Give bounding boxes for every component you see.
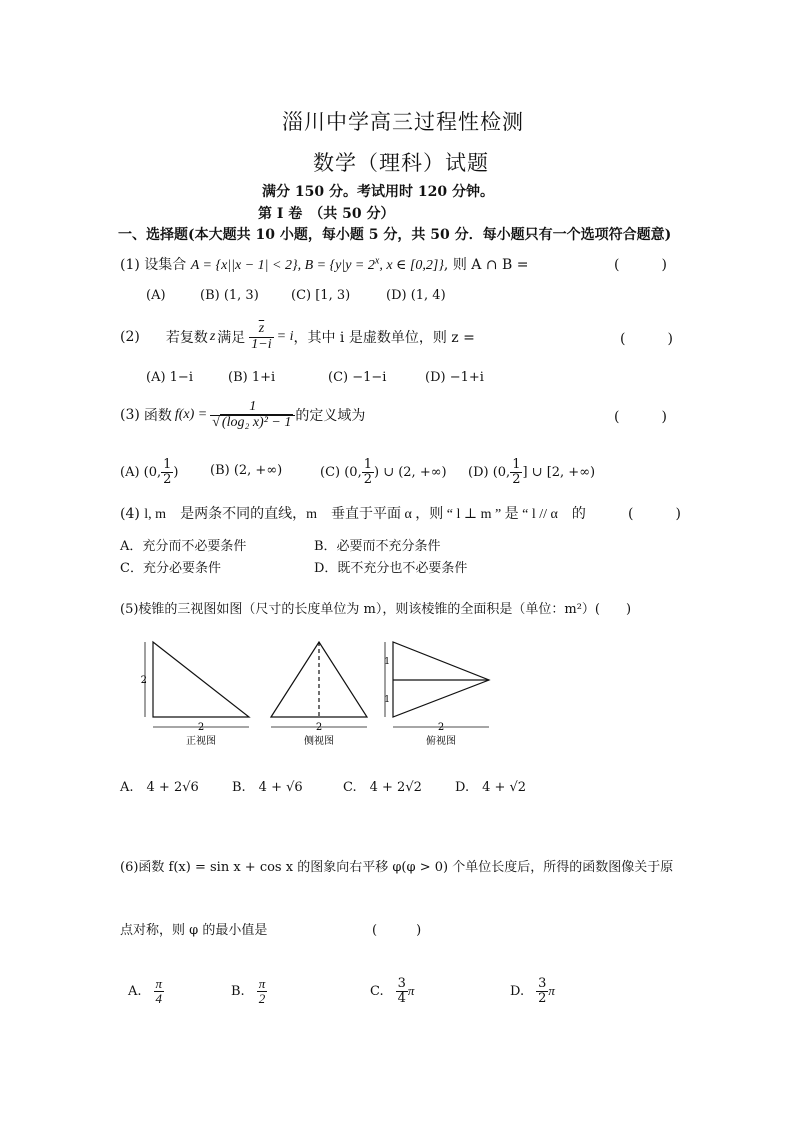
- q3-option-a-half-num: 1: [163, 456, 172, 472]
- q6-option-d: [510, 972, 555, 1010]
- q5-option-c: C. 4 + 2√2: [343, 780, 422, 795]
- q1-option-b: (B) (1, 3): [200, 288, 259, 303]
- front-view-label: 正视图: [186, 736, 216, 747]
- q3-option-d-half: [510, 458, 522, 486]
- question-3: [120, 394, 365, 436]
- q6-option-a-label: A.: [128, 983, 142, 999]
- q3-option-c-half-num: 1: [363, 456, 372, 472]
- top-dim-lower: 1: [384, 695, 390, 705]
- q3-option-d: [468, 454, 595, 490]
- q3-option-c-half: [362, 458, 374, 486]
- question-6-cont: 点对称，则 φ 的最小值是: [120, 923, 268, 938]
- q3-fx: f(x) =: [174, 407, 208, 422]
- q1-option-c: (C) [1, 3): [291, 288, 351, 303]
- three-view-figure: [135, 632, 505, 748]
- q2-mid: 满足: [217, 330, 246, 346]
- q3-number: (3): [120, 407, 140, 423]
- q6-option-c: [370, 972, 414, 1010]
- q1-option-a: (A): [146, 288, 166, 303]
- question-5: (5)棱锥的三视图如图（尺寸的长度单位为 m），则该棱锥的全面积是（单位：m²）( ): [120, 602, 632, 617]
- front-dim-height: 2: [140, 675, 147, 686]
- q3-option-d-tail: ] ∪ [2, +∞): [522, 464, 596, 480]
- q3-option-c-label: (C) (0,: [320, 464, 362, 480]
- q3-fraction-numerator: 1: [210, 400, 295, 416]
- q4-option-a: A．充分而不必要条件: [120, 539, 247, 554]
- q4-option-d: D．既不充分也不必要条件: [314, 561, 468, 576]
- q6-option-b-num: π: [258, 975, 266, 991]
- q6-answer-bracket: ( ): [372, 923, 422, 938]
- q2-option-a: (A) 1−i: [146, 370, 193, 385]
- q5-option-d: D. 4 + √2: [455, 780, 527, 795]
- school-title: 淄川中学高三过程性检测: [282, 110, 524, 134]
- q3-option-c-half-den: 2: [363, 471, 372, 487]
- q2-answer-bracket: ( ): [620, 331, 673, 347]
- q2-option-c: (C) −1−i: [328, 370, 387, 385]
- q5-option-b: B. 4 + √6: [232, 780, 303, 795]
- q3-tail: 的定义域为: [295, 408, 366, 424]
- q3-fraction-denominator: √ (log₂ x)² − 1: [212, 414, 292, 430]
- q6-option-b: [231, 972, 267, 1010]
- volume-title: 第 I 卷 （共 50 分）: [258, 206, 395, 222]
- q3-option-a: [120, 454, 179, 490]
- q3-option-a-half-den: 2: [163, 471, 172, 487]
- q1-lead: 设集合: [144, 257, 187, 273]
- q6-option-d-num: 3: [538, 975, 547, 991]
- q6-option-d-frac: [536, 977, 548, 1005]
- q3-option-a-close: ): [173, 464, 179, 480]
- q4-answer-bracket: ( ): [628, 506, 681, 522]
- q2-option-d: (D) −1+i: [425, 370, 484, 385]
- q2-z: z: [209, 329, 216, 344]
- q1-exponent: x: [374, 255, 380, 267]
- q2-number: (2): [120, 329, 140, 345]
- q3-option-b: (B) (2, +∞): [210, 463, 283, 478]
- q6-option-a-frac: [154, 977, 165, 1005]
- q2-option-b: (B) 1+i: [228, 370, 276, 385]
- q2-equals: = i: [276, 329, 294, 344]
- q3-option-c-tail: ) ∪ (2, +∞): [373, 464, 447, 480]
- q2-lead: 若复数: [165, 330, 208, 346]
- q3-lead: 函数: [143, 408, 172, 424]
- q2-fraction-numerator: $\overline{z}$: [249, 322, 273, 338]
- q1-option-d: (D) (1, 4): [386, 288, 446, 303]
- q6-option-d-label: D.: [510, 983, 525, 999]
- q1-set-b: , B = {y|y = 2: [297, 258, 375, 273]
- front-view-triangle: [153, 642, 249, 717]
- q3-fraction: [210, 400, 295, 430]
- q6-option-a-den: 4: [155, 990, 163, 1006]
- front-dim-width: 2: [197, 722, 205, 733]
- q1-answer-bracket: ( ): [614, 257, 667, 273]
- q4-text: l, m 是两条不同的直线，m 垂直于平面 α ，则 “ l ⊥ m ” 是 “ l // α 的: [144, 507, 586, 522]
- q2-fraction: [249, 322, 273, 352]
- question-6: (6)函数 f(x) = sin x + cos x 的图象向右平移 φ(φ > 0) 个单位长度后，所得的函数图像关于原: [120, 860, 674, 875]
- q3-radicand: (log₂ x)² − 1: [221, 414, 292, 430]
- top-dim-upper: 1: [384, 657, 390, 667]
- q6-option-b-den: 2: [258, 990, 266, 1006]
- q6-option-a: [128, 972, 164, 1010]
- q6-option-d-pi: π: [548, 983, 555, 998]
- q6-option-c-pi: π: [407, 983, 415, 998]
- q4-number: (4): [120, 506, 140, 522]
- top-view-label: 俯视图: [426, 736, 456, 747]
- q6-option-c-frac: [396, 977, 408, 1005]
- q3-option-a-label: (A) (0,: [120, 464, 162, 480]
- q6-option-c-den: 4: [397, 990, 406, 1006]
- q3-option-d-half-num: 1: [512, 456, 521, 472]
- section-heading: 一、选择题(本大题共 10 小题，每小题 5 分，共 50 分．每小题只有一个选项符合题意): [118, 227, 672, 243]
- side-view-label: 侧视图: [304, 736, 334, 747]
- q1-set-a: A = {x||x − 1| < 2}: [190, 258, 298, 273]
- q1-number: (1): [120, 257, 140, 273]
- q5-option-a: A. 4 + 2√6: [120, 780, 199, 795]
- q3-option-d-label: (D) (0,: [468, 464, 511, 480]
- q2-fraction-denominator: 1−i: [251, 336, 272, 352]
- q3-option-a-half: [161, 458, 173, 486]
- question-4: [120, 503, 586, 523]
- exam-title: 数学（理科）试题: [313, 151, 489, 175]
- q4-option-b: B．必要而不充分条件: [314, 539, 441, 554]
- q2-tail: ，其中 i 是虚数单位，则 z =: [293, 330, 475, 346]
- side-dim-width: 2: [315, 722, 323, 733]
- q6-option-a-num: π: [155, 975, 163, 991]
- top-dim-width: 2: [437, 722, 445, 733]
- q6-option-c-num: 3: [397, 975, 406, 991]
- q3-answer-bracket: ( ): [614, 409, 667, 425]
- q1-tail: , 则 A ∩ B =: [443, 257, 529, 273]
- q6-option-b-frac: [257, 977, 268, 1005]
- question-1: [120, 254, 528, 274]
- q4-option-c: C．充分必要条件: [120, 561, 221, 576]
- q6-option-b-label: B.: [231, 983, 245, 999]
- q6-option-c-label: C.: [370, 983, 384, 999]
- q6-option-d-den: 2: [538, 990, 547, 1006]
- q3-option-c: [320, 454, 447, 490]
- q1-set-b-tail: , x ∈ [0,2]}: [379, 258, 444, 273]
- q3-option-d-half-den: 2: [512, 471, 521, 487]
- question-2: [120, 318, 475, 356]
- score-info: 满分 150 分。考试用时 120 分钟。: [262, 184, 494, 200]
